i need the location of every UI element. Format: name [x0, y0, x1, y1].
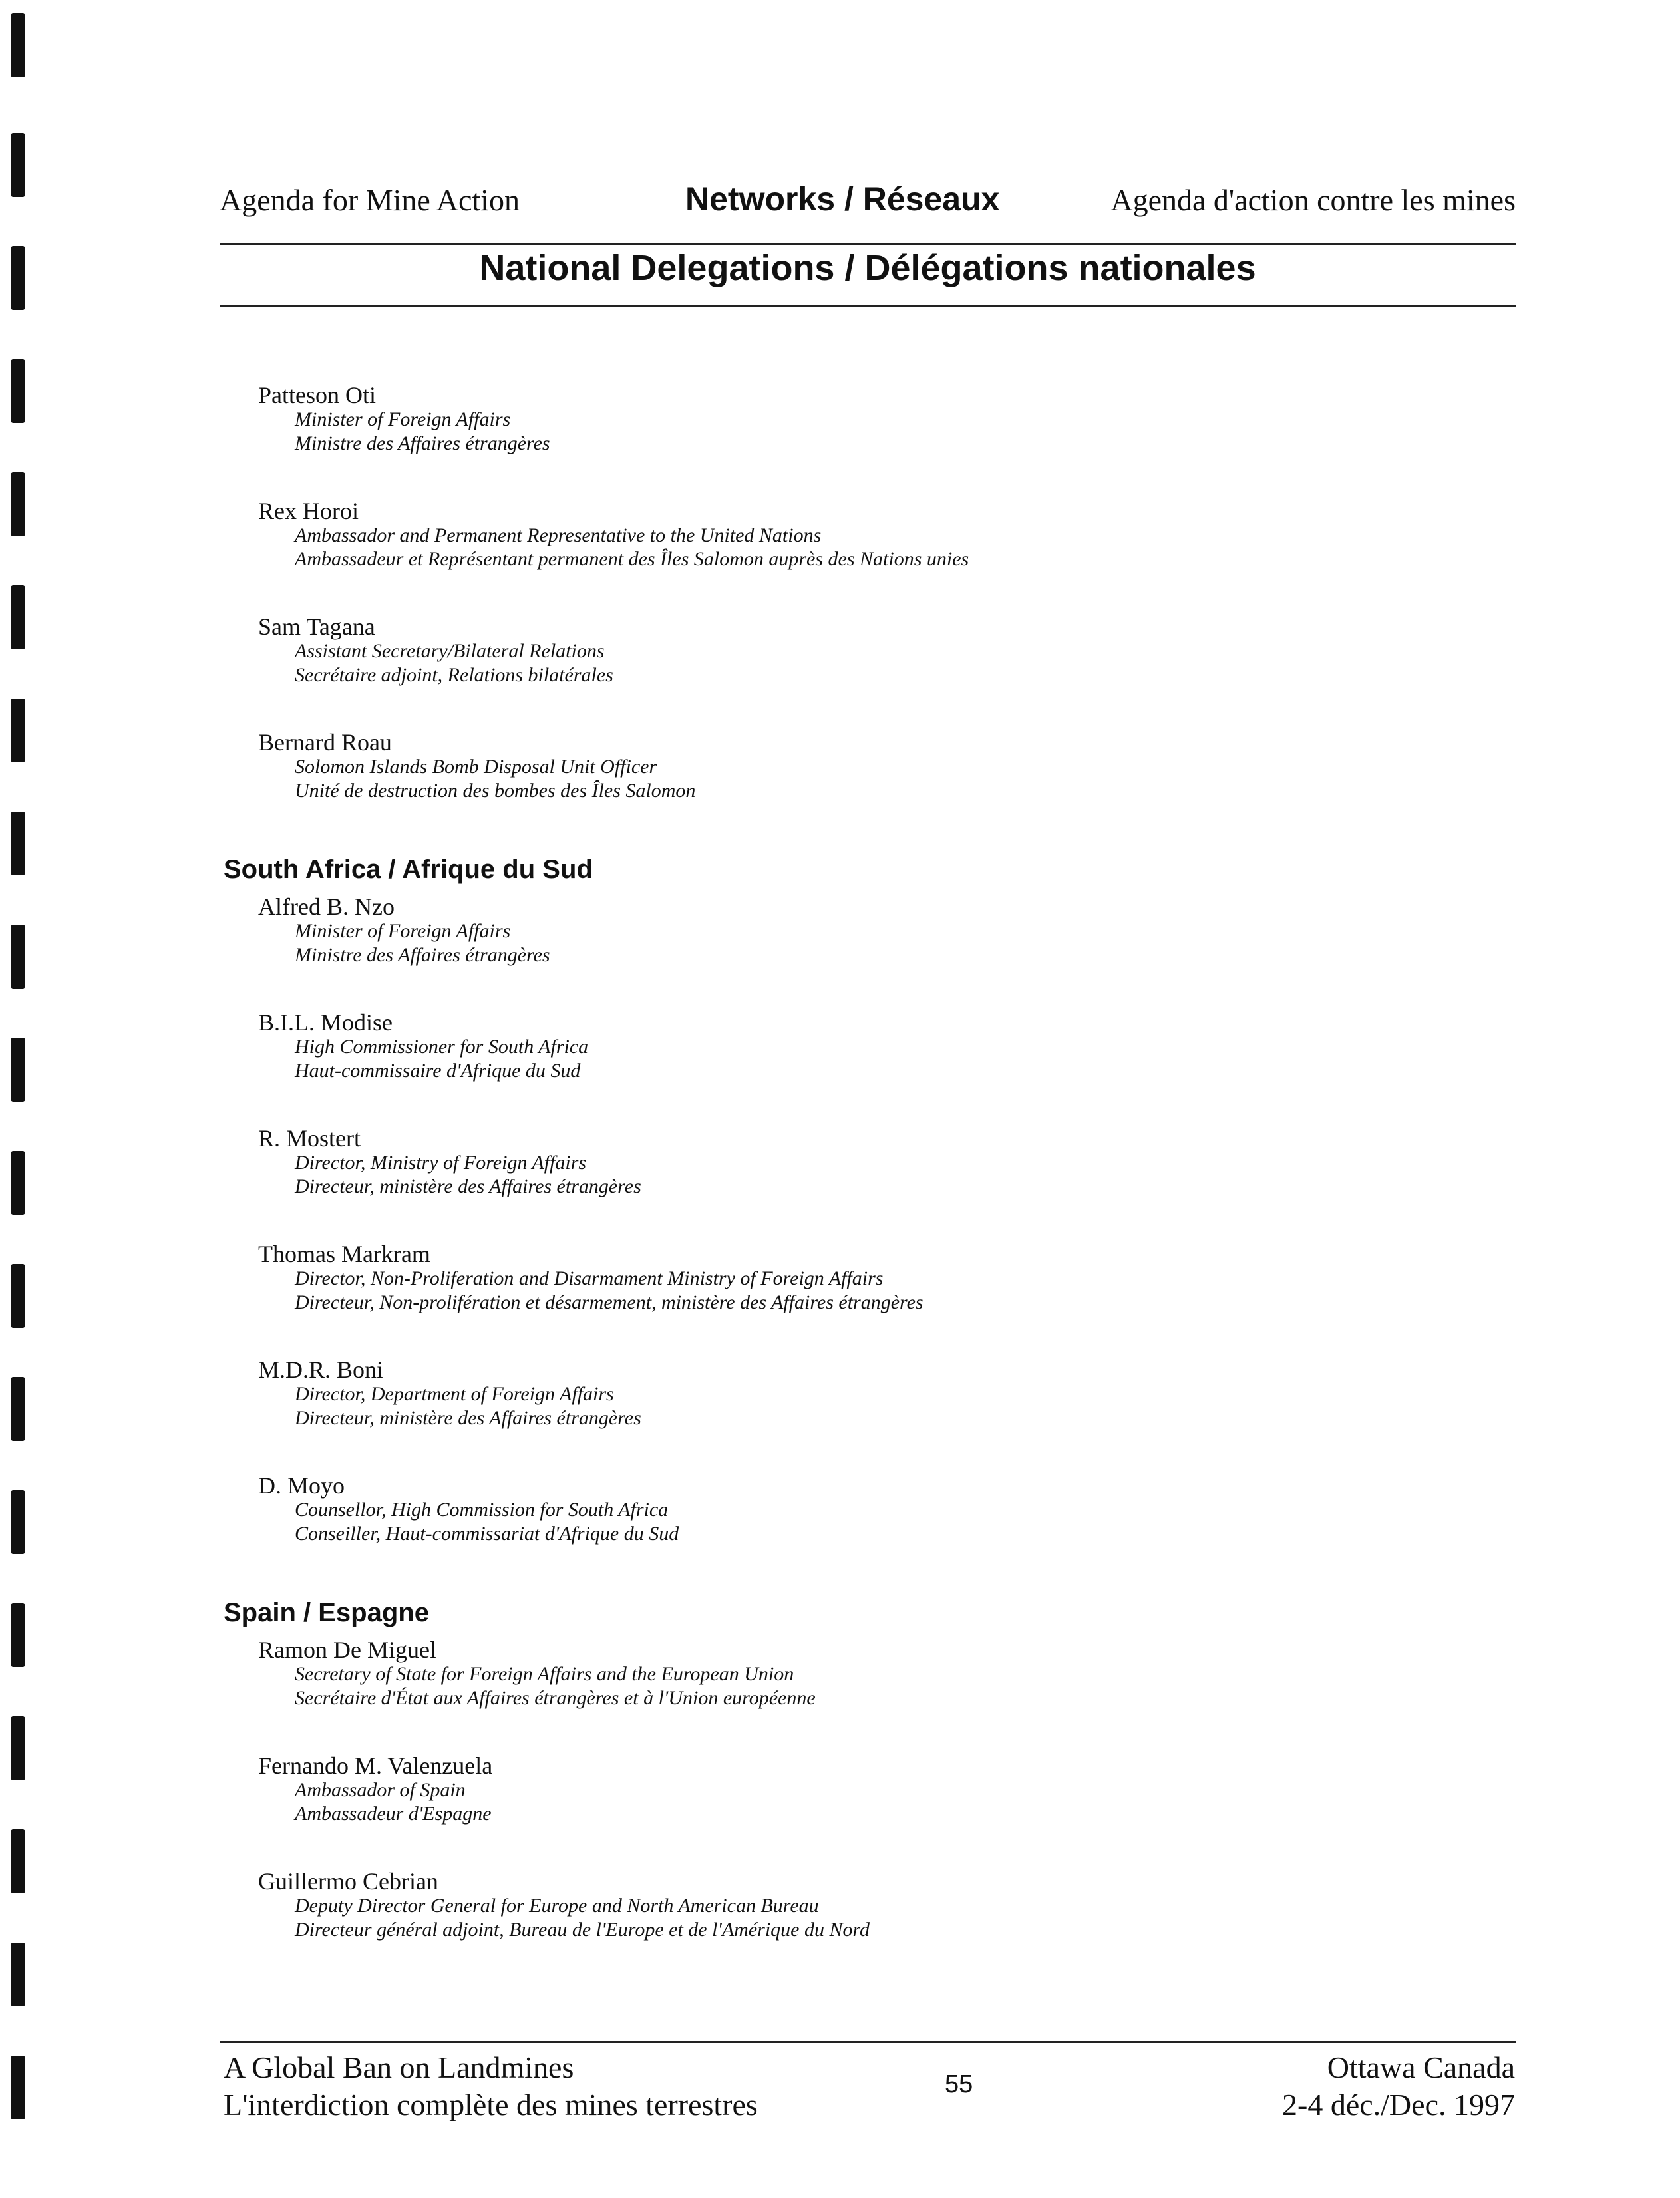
binder-hole	[11, 472, 25, 536]
binder-hole	[11, 699, 25, 762]
footer-left	[224, 2049, 758, 2123]
binder-hole	[11, 1264, 25, 1328]
delegate-title: Assistant Secretary/Bilateral Relations	[295, 640, 605, 662]
binder-hole	[11, 1716, 25, 1780]
delegate-name: R. Mostert	[258, 1125, 361, 1152]
delegate-title: Director, Non-Proliferation and Disarmament Ministry of Foreign Affairs	[295, 1267, 884, 1289]
delegate-title: Deputy Director General for Europe and North American Bureau	[295, 1895, 819, 1917]
delegate-name: Alfred B. Nzo	[258, 893, 395, 920]
page-header	[220, 174, 1516, 221]
country-heading: Spain / Espagne	[224, 1598, 429, 1627]
section-title: National Delegations / Délégations nationales	[479, 248, 1256, 288]
delegate-title: Ambassadeur et Représentant permanent des Îles Salomon auprès des Nations unies	[295, 548, 969, 570]
header-center: Networks / Réseaux	[685, 180, 1000, 218]
header-rule-top	[220, 243, 1516, 245]
delegate-title: Ministre des Affaires étrangères	[295, 432, 550, 454]
delegate-title: Solomon Islands Bomb Disposal Unit Officer	[295, 756, 657, 778]
delegate-name: Guillermo Cebrian	[258, 1868, 438, 1895]
delegate-name: Patteson Oti	[258, 382, 376, 408]
page-number: 55	[945, 2070, 973, 2098]
delegate-title: Secrétaire d'État aux Affaires étrangères et à l'Union européenne	[295, 1687, 816, 1709]
delegate-name: Bernard Roau	[258, 729, 392, 756]
delegation-group	[224, 855, 1488, 1546]
delegate-title: Secretary of State for Foreign Affairs and the European Union	[295, 1663, 794, 1685]
delegate-title: Directeur, Non-prolifération et désarmement, ministère des Affaires étrangères	[295, 1291, 924, 1313]
delegate-name: Ramon De Miguel	[258, 1637, 436, 1663]
footer-left-line2: L'interdiction complète des mines terrestres	[224, 2088, 758, 2121]
delegate-name: M.D.R. Boni	[258, 1356, 384, 1383]
binder-hole	[11, 1829, 25, 1893]
header-left: Agenda for Mine Action	[220, 183, 520, 217]
footer-right-line2: 2-4 déc./Dec. 1997	[1282, 2088, 1515, 2121]
delegate-entry	[258, 614, 1488, 687]
binder-hole	[11, 1490, 25, 1554]
delegate-entry	[258, 1637, 1488, 1710]
delegate-title: Directeur, ministère des Affaires étrangères	[295, 1176, 641, 1197]
delegate-title: Haut-commissaire d'Afrique du Sud	[295, 1060, 581, 1082]
delegate-entry	[258, 730, 1488, 803]
delegate-title: High Commissioner for South Africa	[295, 1036, 589, 1058]
header-rule-bottom	[220, 305, 1516, 307]
delegate-name: Fernando M. Valenzuela	[258, 1752, 493, 1779]
binder-hole	[11, 925, 25, 989]
binder-hole	[11, 1943, 25, 2006]
delegate-entry	[258, 1241, 1488, 1315]
delegate-title: Directeur général adjoint, Bureau de l'Europe et de l'Amérique du Nord	[295, 1919, 870, 1941]
binder-hole	[11, 1038, 25, 1102]
binder-hole	[11, 359, 25, 423]
binder-hole	[11, 1151, 25, 1215]
delegation-group	[224, 1598, 1488, 1942]
delegate-name: Thomas Markram	[258, 1241, 430, 1267]
delegate-entry	[258, 498, 1488, 571]
binder-hole	[11, 812, 25, 875]
delegate-title: Minister of Foreign Affairs	[295, 408, 511, 430]
binder-hole	[11, 1603, 25, 1667]
country-heading: South Africa / Afrique du Sud	[224, 855, 593, 884]
binder-holes	[0, 0, 40, 2198]
footer-right-line1: Ottawa Canada	[1327, 2050, 1515, 2084]
footer-left-line1: A Global Ban on Landmines	[224, 2050, 574, 2084]
delegate-title: Minister of Foreign Affairs	[295, 920, 511, 942]
delegation-list	[224, 383, 1488, 1942]
delegate-title: Counsellor, High Commission for South Africa	[295, 1499, 669, 1521]
delegate-title: Conseiller, Haut-commissariat d'Afrique du Sud	[295, 1523, 679, 1545]
delegate-entry	[258, 1473, 1488, 1546]
delegate-name: B.I.L. Modise	[258, 1009, 393, 1036]
delegate-title: Ambassador of Spain	[295, 1779, 466, 1801]
delegate-name: D. Moyo	[258, 1472, 345, 1499]
delegation-group	[224, 383, 1488, 803]
delegate-name: Rex Horoi	[258, 498, 359, 524]
delegate-title: Ministre des Affaires étrangères	[295, 944, 550, 966]
delegate-title: Director, Department of Foreign Affairs	[295, 1383, 614, 1405]
footer-right	[1282, 2049, 1515, 2123]
footer-rule	[220, 2041, 1516, 2043]
delegate-title: Secrétaire adjoint, Relations bilatérales	[295, 664, 613, 686]
delegate-name: Sam Tagana	[258, 613, 375, 640]
delegate-title: Unité de destruction des bombes des Îles Salomon	[295, 780, 696, 802]
delegate-title: Ambassador and Permanent Representative to the United Nations	[295, 524, 822, 546]
delegate-entry	[258, 1357, 1488, 1430]
delegate-title: Directeur, ministère des Affaires étrangères	[295, 1407, 641, 1429]
delegate-entry	[258, 1869, 1488, 1942]
header-right: Agenda d'action contre les mines	[1110, 183, 1516, 217]
binder-hole	[11, 1377, 25, 1441]
binder-hole	[11, 585, 25, 649]
delegate-entry	[258, 1010, 1488, 1083]
delegate-entry	[258, 1753, 1488, 1826]
binder-hole	[11, 2056, 25, 2120]
delegate-entry	[258, 1126, 1488, 1199]
binder-hole	[11, 246, 25, 310]
delegate-entry	[258, 383, 1488, 456]
binder-hole	[11, 13, 25, 77]
delegate-title: Ambassadeur d'Espagne	[295, 1803, 492, 1825]
delegate-title: Director, Ministry of Foreign Affairs	[295, 1152, 587, 1174]
binder-hole	[11, 133, 25, 197]
delegate-entry	[258, 894, 1488, 967]
